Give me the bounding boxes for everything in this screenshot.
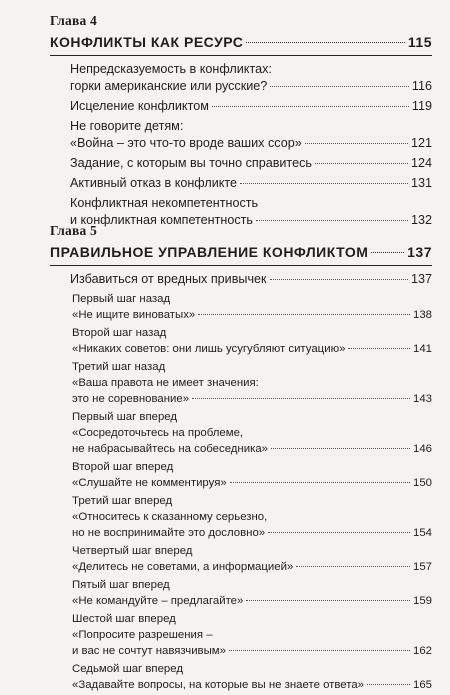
entry-last-line <box>70 271 432 288</box>
entry-last-line <box>72 643 432 659</box>
entry-text-line: Конфликтная некомпетентность <box>70 196 259 210</box>
chapter-title: КОНФЛИКТЫ КАК РЕСУРС <box>50 34 244 50</box>
entry-text-line: Первый шаг назад <box>72 293 171 305</box>
entry-text: и вас не сочтут навязчивым» <box>72 645 226 657</box>
leader-dots <box>271 448 410 449</box>
entry-text: но не воспринимайте это дословно» <box>72 527 266 539</box>
entry-page-number: 119 <box>411 99 432 113</box>
entry-text-line: Шестой шаг вперед <box>72 613 176 625</box>
entry-page-number: 159 <box>412 595 432 607</box>
entry-text-line: Второй шаг вперед <box>72 461 174 473</box>
entry-last-line <box>72 593 432 609</box>
leader-dots <box>212 106 409 107</box>
leader-dots <box>371 252 404 253</box>
leader-dots <box>229 650 410 651</box>
entry-text: «Задавайте вопросы, на которые вы не знаете ответа» <box>72 679 365 691</box>
chapter-title: ПРАВИЛЬНОЕ УПРАВЛЕНИЕ КОНФЛИКТОМ <box>50 244 369 260</box>
toc-entry <box>72 611 432 659</box>
chapter-label: Глава 4 <box>50 13 97 28</box>
chapter-title-row <box>50 242 432 263</box>
leader-dots <box>305 143 408 144</box>
leader-dots <box>296 566 410 567</box>
entry-text: «Никаких советов: они лишь усугубляют ситуацию» <box>72 343 346 355</box>
entry-text: «Делитесь не советами, а информацией» <box>72 561 294 573</box>
entry-text: Избавиться от вредных привычек <box>70 272 267 286</box>
toc-entry <box>70 61 432 95</box>
entry-page-number: 150 <box>412 477 432 489</box>
entry-text: «Слушайте не комментируя» <box>72 477 227 489</box>
chapter-4-section <box>50 12 432 232</box>
entry-page-number: 116 <box>411 79 432 93</box>
entry-last-line <box>72 525 432 541</box>
chapter-5-entries <box>70 271 432 693</box>
leader-dots <box>246 42 405 43</box>
entry-page-number: 154 <box>412 527 432 539</box>
toc-entry <box>70 118 432 152</box>
entry-page-number: 131 <box>410 176 432 190</box>
entry-page-number: 132 <box>410 213 432 227</box>
leader-dots <box>270 86 409 87</box>
entry-last-line <box>70 175 432 192</box>
leader-dots <box>246 600 410 601</box>
leader-dots <box>367 684 410 685</box>
entry-last-line <box>70 78 432 95</box>
entry-text: и конфликтная компетентность <box>70 213 253 227</box>
toc-entry <box>72 359 432 407</box>
entry-text: Задание, с которым вы точно справитесь <box>70 156 312 170</box>
entry-text: «Война – это что-то вроде ваших ссор» <box>70 136 302 150</box>
chapter-title-row <box>50 32 432 53</box>
entry-text: не набрасывайтесь на собеседника» <box>72 443 268 455</box>
entry-text: это не соревнование» <box>72 393 190 405</box>
entry-text: Активный отказ в конфликте <box>70 176 238 190</box>
toc-entry <box>72 493 432 541</box>
chapter-label: Глава 5 <box>50 223 97 238</box>
entry-text-line: Седьмой шаг вперед <box>72 663 183 675</box>
entry-page-number: 124 <box>410 156 432 170</box>
leader-dots <box>230 482 410 483</box>
chapter-rule <box>50 55 432 56</box>
entry-text-line: Четвертый шаг вперед <box>72 545 193 557</box>
entry-page-number: 162 <box>412 645 432 657</box>
entry-page-number: 137 <box>410 272 432 286</box>
leader-dots <box>268 532 410 533</box>
entry-text-line: Третий шаг вперед <box>72 495 173 507</box>
leader-dots <box>256 220 408 221</box>
entry-page-number: 165 <box>412 679 432 691</box>
entry-text-line: Не говорите детям: <box>70 119 184 133</box>
entry-page-number: 157 <box>412 561 432 573</box>
entry-last-line <box>72 677 432 693</box>
leader-dots <box>270 279 408 280</box>
entry-last-line <box>72 341 432 357</box>
entry-text-line: «Сосредоточьтесь на проблеме, <box>72 427 244 439</box>
leader-dots <box>240 183 408 184</box>
chapter-5-section <box>50 222 432 695</box>
entry-text-line: «Попросите разрешения – <box>72 629 213 641</box>
toc-entry <box>70 175 432 192</box>
toc-entry <box>70 98 432 115</box>
entry-page-number: 146 <box>412 443 432 455</box>
chapter-rule <box>50 265 432 266</box>
toc-entry <box>72 543 432 575</box>
entry-text-line: Пятый шаг вперед <box>72 579 170 591</box>
chapter-page-number: 115 <box>407 34 432 50</box>
entry-last-line <box>72 475 432 491</box>
entry-last-line <box>70 155 432 172</box>
leader-dots <box>192 398 410 399</box>
toc-entry <box>70 155 432 172</box>
entry-page-number: 138 <box>412 309 432 321</box>
chapter-page-number: 137 <box>407 244 432 260</box>
entry-text: горки американские или русские? <box>70 79 268 93</box>
entry-last-line <box>70 135 432 152</box>
toc-entry <box>72 409 432 457</box>
toc-entry <box>72 577 432 609</box>
entry-page-number: 121 <box>410 136 432 150</box>
entry-last-line <box>72 559 432 575</box>
chapter-4-entries <box>70 61 432 229</box>
entry-page-number: 141 <box>412 343 432 355</box>
toc-entry <box>72 291 432 323</box>
entry-text: «Не командуйте – предлагайте» <box>72 595 244 607</box>
entry-text-line: «Относитесь к сказанному серьезно, <box>72 511 268 523</box>
leader-dots <box>198 314 410 315</box>
entry-last-line <box>72 307 432 323</box>
entry-text-line: Непредсказуемость в конфликтах: <box>70 62 272 76</box>
entry-text: Исцеление конфликтом <box>70 99 209 113</box>
entry-text-line: «Ваша правота не имеет значения: <box>72 377 259 389</box>
leader-dots <box>315 163 408 164</box>
entry-text-line: Третий шаг назад <box>72 361 166 373</box>
toc-entry <box>72 325 432 357</box>
entry-text: «Не ищите виноватых» <box>72 309 196 321</box>
toc-entry <box>72 661 432 693</box>
entry-text-line: Первый шаг вперед <box>72 411 178 423</box>
toc-entry <box>72 459 432 491</box>
entry-last-line <box>72 441 432 457</box>
entry-last-line <box>72 391 432 407</box>
entry-last-line <box>70 98 432 115</box>
entry-text-line: Второй шаг назад <box>72 327 167 339</box>
leader-dots <box>348 348 410 349</box>
toc-entry <box>70 271 432 288</box>
entry-page-number: 143 <box>412 393 432 405</box>
